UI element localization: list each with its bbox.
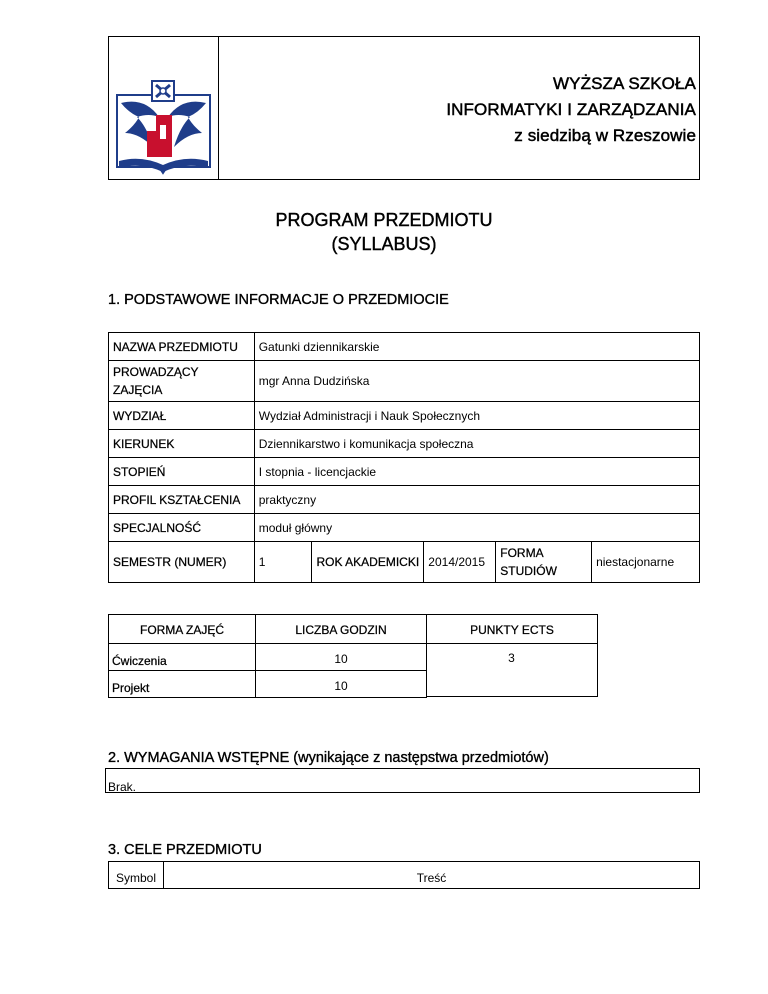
info-label: STOPIEŃ: [109, 458, 255, 486]
hours-row-1-count-cell: [255, 643, 427, 671]
hours-row-hours: 10: [334, 652, 348, 666]
info-row: [109, 361, 700, 402]
info-value: moduł główny: [254, 514, 699, 542]
prerequisites-box: [105, 768, 700, 793]
info-value: I stopnia - licencjackie: [254, 458, 699, 486]
hours-row-form: Ćwiczenia: [112, 654, 167, 668]
ects-value: 3: [508, 651, 515, 665]
semester-value: 1: [254, 542, 312, 583]
school-line-2: INFORMATYKI I ZARZĄDZANIA: [446, 100, 696, 119]
info-row: [109, 514, 700, 542]
academic-year-label: ROK AKADEMICKI: [312, 542, 424, 583]
school-line-3: z siedzibą w Rzeszowie: [514, 126, 696, 145]
academic-year-value: 2014/2015: [424, 542, 496, 583]
header-divider: [218, 37, 219, 179]
hours-col-count: LICZBA GODZIN: [295, 623, 387, 637]
info-row: [109, 486, 700, 514]
info-label: WYDZIAŁ: [109, 402, 255, 430]
section-1-heading: 1. PODSTAWOWE INFORMACJE O PRZEDMIOCIE: [108, 292, 449, 308]
school-logo: [109, 37, 218, 179]
hours-header-form: [108, 614, 256, 644]
hours-col-form: FORMA ZAJĘĆ: [139, 623, 224, 637]
info-label: NAZWA PRZEDMIOTU: [109, 333, 255, 361]
info-row: [109, 430, 700, 458]
goals-symbol-header: [108, 861, 164, 889]
semester-label: SEMESTR (NUMER): [109, 542, 255, 583]
prerequisites-content: Brak.: [108, 780, 137, 794]
info-value: Gatunki dziennikarskie: [254, 333, 699, 361]
goals-content-header: [163, 861, 700, 889]
title-line-1: PROGRAM PRZEDMIOTU: [275, 210, 493, 230]
info-row: [109, 402, 700, 430]
info-label: KIERUNEK: [109, 430, 255, 458]
study-form-label: FORMA STUDIÓW: [496, 542, 592, 583]
info-row: [109, 458, 700, 486]
info-value: praktyczny: [254, 486, 699, 514]
info-value: Dziennikarstwo i komunikacja społeczna: [254, 430, 699, 458]
hours-header-count: [255, 614, 427, 644]
hours-row-2-count-cell: [255, 670, 427, 698]
goals-col-symbol: Symbol: [115, 871, 156, 885]
hours-col-ects: PUNKTY ECTS: [470, 623, 554, 637]
info-label: PROFIL KSZTAŁCENIA: [109, 486, 255, 514]
info-label: PROWADZĄCY ZAJĘCIA: [109, 361, 255, 402]
hours-row-1-form-cell: [108, 643, 256, 671]
school-name: [446, 71, 696, 149]
info-value: mgr Anna Dudzińska: [254, 361, 699, 402]
goals-col-content: Treść: [416, 871, 447, 885]
hours-row-2-form-cell: [108, 670, 256, 698]
section-2-heading: 2. WYMAGANIA WSTĘPNE (wynikające z następstwa przedmiotów): [108, 750, 549, 766]
ects-cell: [426, 643, 598, 697]
header-box: [108, 36, 700, 180]
info-label: SPECJALNOŚĆ: [109, 514, 255, 542]
hours-row-hours: 10: [334, 679, 348, 693]
info-value: Wydział Administracji i Nauk Społecznych: [254, 402, 699, 430]
semester-row: [109, 542, 700, 583]
hours-header-ects: [426, 614, 598, 644]
title-line-2: (SYLLABUS): [331, 234, 437, 254]
section-3-heading: 3. CELE PRZEDMIOTU: [108, 842, 262, 858]
document-title: [0, 208, 768, 256]
school-line-1: WYŻSZA SZKOŁA: [553, 74, 696, 93]
study-form-value: niestacjonarne: [592, 542, 700, 583]
info-row: [109, 333, 700, 361]
basic-info-table: [108, 332, 700, 583]
hours-row-form: Projekt: [112, 681, 150, 695]
